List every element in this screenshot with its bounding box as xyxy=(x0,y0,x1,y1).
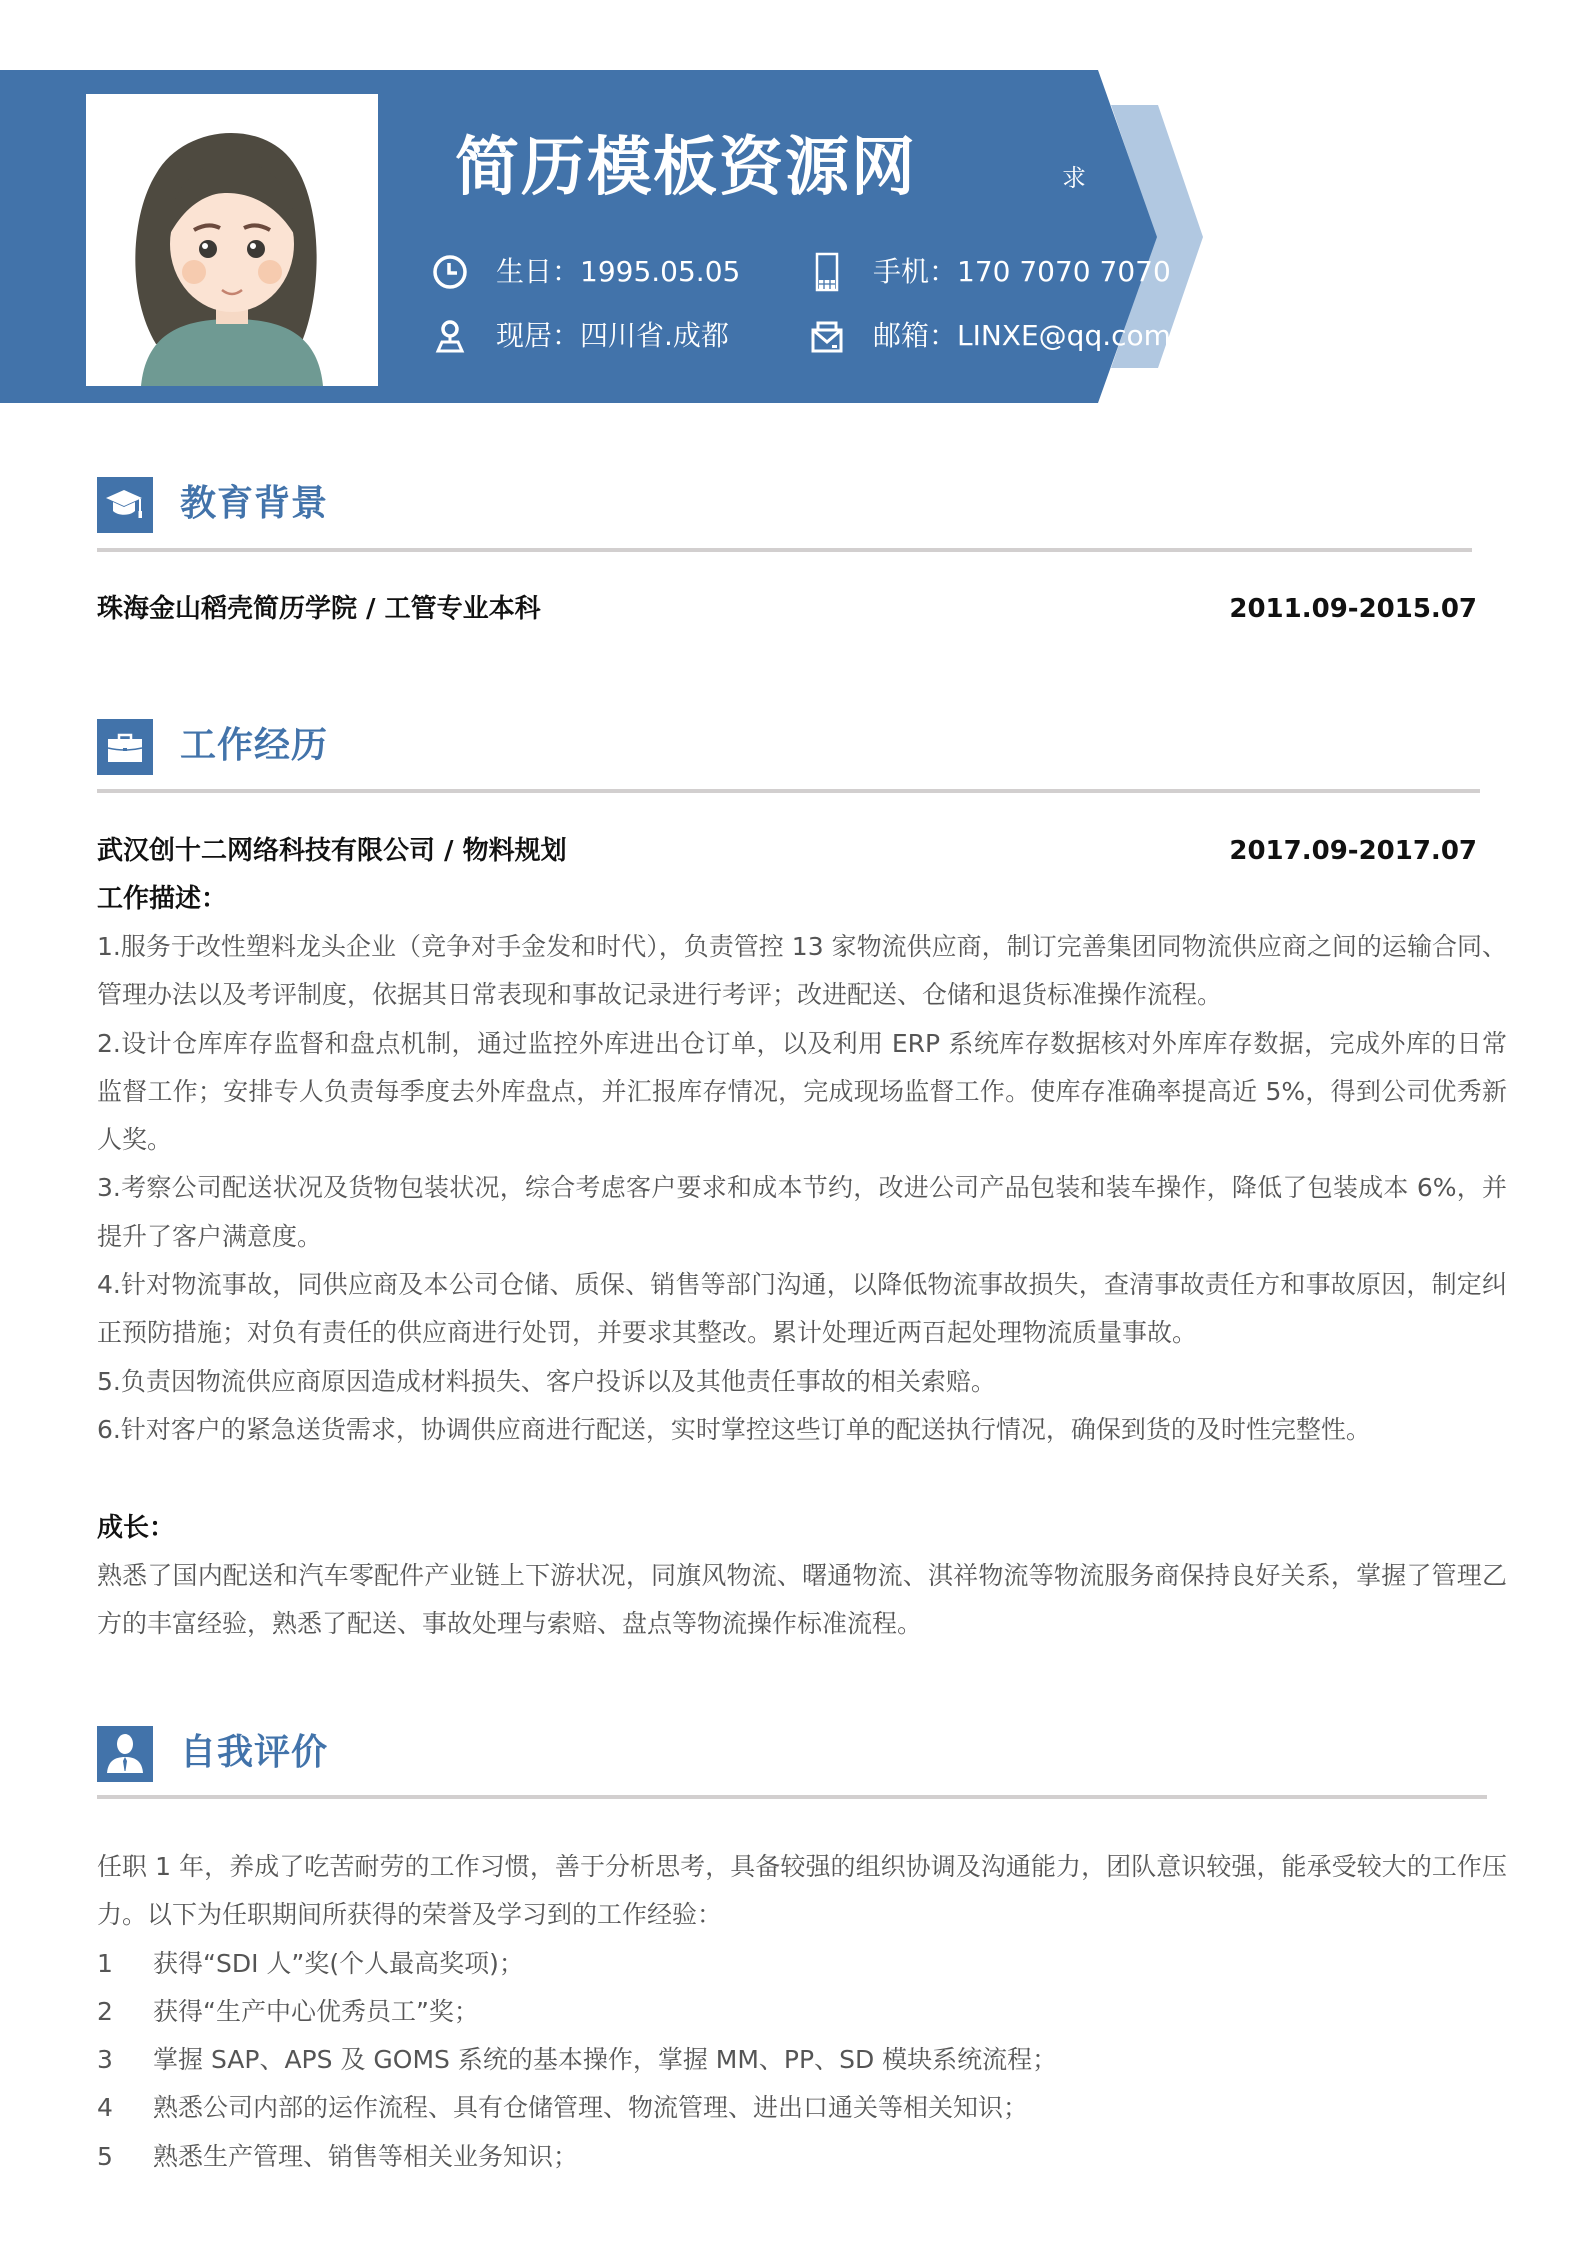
self-eval-item xyxy=(97,2084,1507,2132)
item-text: 掌握 SAP、APS 及 GOMS 系统的基本操作，掌握 MM、PP、SD 模块系统流程； xyxy=(153,2045,1058,2075)
email-field xyxy=(807,316,1171,356)
item-text: 熟悉公司内部的运作流程、具有仓储管理、物流管理、进出口通关等相关知识； xyxy=(153,2093,1029,2123)
self-eval-section-title: 自我评价 xyxy=(180,1732,329,1773)
work-period: 2017.09-2017.07 xyxy=(1229,836,1477,866)
work-desc-item: 1.服务于改性塑料龙头企业（竞争对手金发和时代），负责管控 13 家物流供应商，制订完善集团同物流供应商之间的运输合同、管理办法以及考评制度，依据其日常表现和事故记录进行考评；改进配送、仓储和退货标准操作流程。 xyxy=(97,932,1507,1010)
work-desc-item: 2.设计仓库库存监督和盘点机制，通过监控外库进出仓订单，以及利用 ERP 系统库存数据核对外库库存数据，完成外库的日常监督工作；安排专人负责每季度去外库盘点，并汇报库存情况，完成现场监督工作。使库存准确率提高近 5%，得到公司优秀新人奖。 xyxy=(97,1028,1507,1155)
item-number: 4 xyxy=(97,2093,113,2123)
location-icon xyxy=(430,316,470,356)
growth-label: 成长： xyxy=(97,1513,176,1543)
self-eval-item xyxy=(97,2036,1507,2084)
work-desc-item: 4.针对物流事故，同供应商及本公司仓储、质保、销售等部门沟通，以降低物流事故损失，查清事故责任方和事故原因，制定纠正预防措施；对负有责任的供应商进行处罚，并要求其整改。累计处理近两百起处理物流质量事故。 xyxy=(97,1270,1507,1348)
item-number: 1 xyxy=(97,1948,113,1978)
work-desc-item: 5.负责因物流供应商原因造成材料损失、客户投诉以及其他责任事故的相关索赔。 xyxy=(97,1366,996,1396)
work-divider xyxy=(97,789,1480,793)
person-tie-icon xyxy=(97,1726,153,1782)
cartoon-avatar-icon xyxy=(86,94,378,386)
work-desc-item: 6.针对客户的紧急送货需求，协调供应商进行配送，实时掌控这些订单的配送执行情况，确保到货的及时性完整性。 xyxy=(97,1414,1371,1444)
item-text: 熟悉生产管理、销售等相关业务知识； xyxy=(153,2141,579,2171)
avatar-photo xyxy=(86,94,378,386)
self-eval-item xyxy=(97,1940,1507,1988)
education-school-major: 珠海金山稻壳简历学院 / 工管专业本科 xyxy=(97,594,541,624)
self-eval-content xyxy=(97,1843,1507,2181)
education-divider xyxy=(97,548,1472,552)
phone-field xyxy=(807,252,1171,292)
self-eval-item xyxy=(97,2133,1507,2181)
birthday-text: 生日：1995.05.05 xyxy=(496,255,741,288)
phone-text: 手机：170 7070 7070 xyxy=(873,255,1171,288)
item-number: 3 xyxy=(97,2045,113,2075)
work-description-list xyxy=(97,923,1507,1454)
item-number: 5 xyxy=(97,2141,113,2171)
job-intent: 求 xyxy=(1062,164,1086,192)
email-text: 邮箱：LINXE@qq.com xyxy=(873,319,1171,352)
birthday-field xyxy=(430,252,740,292)
education-period: 2011.09-2015.07 xyxy=(1229,594,1477,624)
education-section-title: 教育背景 xyxy=(180,483,329,524)
self-eval-item xyxy=(97,1988,1507,2036)
item-text: 获得“SDI 人”奖(个人最高奖项)； xyxy=(153,1948,524,1978)
work-desc-label: 工作描述： xyxy=(97,884,228,914)
mail-icon xyxy=(807,316,847,356)
graduation-cap-icon xyxy=(97,477,153,533)
work-section-title: 工作经历 xyxy=(180,725,329,766)
clock-icon xyxy=(430,252,470,292)
growth-paragraph: 熟悉了国内配送和汽车零配件产业链上下游状况，同旗风物流、曙通物流、淇祥物流等物流服务商保持良好关系，掌握了管理乙方的丰富经验，熟悉了配送、事故处理与索赔、盘点等物流操作标准流程。 xyxy=(97,1561,1507,1639)
growth-text xyxy=(97,1552,1507,1649)
item-text: 获得“生产中心优秀员工”奖； xyxy=(153,1996,479,2026)
work-company-role: 武汉创十二网络科技有限公司 / 物料规划 xyxy=(97,836,567,866)
briefcase-icon xyxy=(97,719,153,775)
work-desc-item: 3.考察公司配送状况及货物包装状况，综合考虑客户要求和成本节约，改进公司产品包装和装车操作，降低了包装成本 6%，并提升了客户满意度。 xyxy=(97,1173,1507,1251)
mobile-phone-icon xyxy=(807,252,847,292)
residence-field xyxy=(430,316,729,356)
resume-name: 简历模板资源网 xyxy=(455,131,917,205)
item-number: 2 xyxy=(97,1996,113,2026)
residence-text: 现居：四川省.成都 xyxy=(496,319,729,352)
self-eval-divider xyxy=(97,1795,1487,1799)
self-eval-intro: 任职 1 年，养成了吃苦耐劳的工作习惯，善于分析思考，具备较强的组织协调及沟通能力，团队意识较强，能承受较大的工作压力。以下为任职期间所获得的荣誉及学习到的工作经验： xyxy=(97,1852,1507,1930)
